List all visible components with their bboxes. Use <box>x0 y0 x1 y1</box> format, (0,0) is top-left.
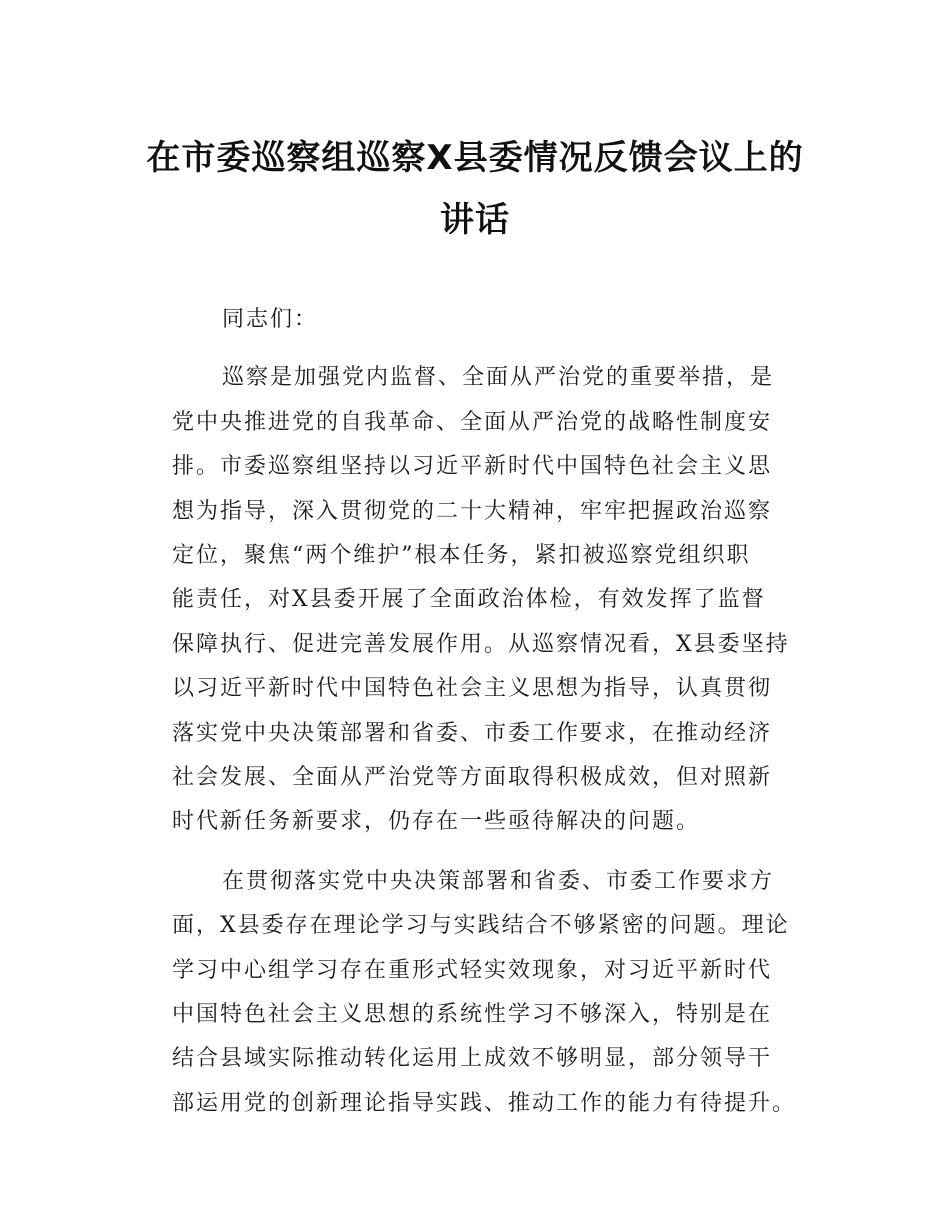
paragraph-line: 中国特色社会主义思想的系统性学习不够深入，特别是在 <box>172 1002 773 1028</box>
paragraph-line: 党中央推进党的自我革命、全面从严治党的战略性制度安 <box>172 409 773 435</box>
paragraph-line: 时代新任务新要求，仍存在一些亟待解决的问题。 <box>172 809 701 835</box>
paragraph-line: 排。市委巡察组坚持以习近平新时代中国特色社会主义思 <box>172 454 773 480</box>
paragraph-line: 能责任，对X县委开展了全面政治体检，有效发挥了监督 <box>172 587 766 613</box>
paragraph-line: 巡察是加强党内监督、全面从严治党的重要举措，是 <box>222 365 775 391</box>
paragraph-line: 在贯彻落实党中央决策部署和省委、市委工作要求方 <box>222 868 775 894</box>
title-line: 在市委巡察组巡察X县委情况反馈会议上的 <box>146 137 804 178</box>
paragraph-2 <box>172 860 812 1126</box>
paragraph-line: 定位，聚焦“两个维护”根本任务，紧扣被巡察党组织职 <box>172 543 751 569</box>
paragraph-1 <box>172 356 812 844</box>
paragraph-line: 学习中心组学习存在重形式轻实效现象，对习近平新时代 <box>172 957 773 983</box>
paragraph-line: 落实党中央决策部署和省委、市委工作要求，在推动经济 <box>172 720 773 746</box>
document-body <box>172 298 812 1126</box>
paragraph-line: 部运用党的创新理论指导实践、推动工作的能力有待提升。 <box>172 1090 797 1116</box>
paragraph-line: 保障执行、促进完善发展作用。从巡察情况看，X县委坚持 <box>172 631 790 657</box>
paragraph-line: 社会发展、全面从严治党等方面取得积极成效，但对照新 <box>172 765 773 791</box>
title-line: 讲话 <box>440 199 510 240</box>
paragraph-line: 以习近平新时代中国特色社会主义思想为指导，认真贯彻 <box>172 676 773 702</box>
greeting: 同志们： <box>222 307 319 332</box>
paragraph-line: 面，X县委存在理论学习与实践结合不够紧密的问题。理论 <box>172 913 790 939</box>
paragraph-line: 结合县域实际推动转化运用上成效不够明显，部分领导干 <box>172 1046 773 1072</box>
paragraph-line: 想为指导，深入贯彻党的二十大精神，牢牢把握政治巡察 <box>172 498 773 524</box>
document-title <box>140 127 810 251</box>
